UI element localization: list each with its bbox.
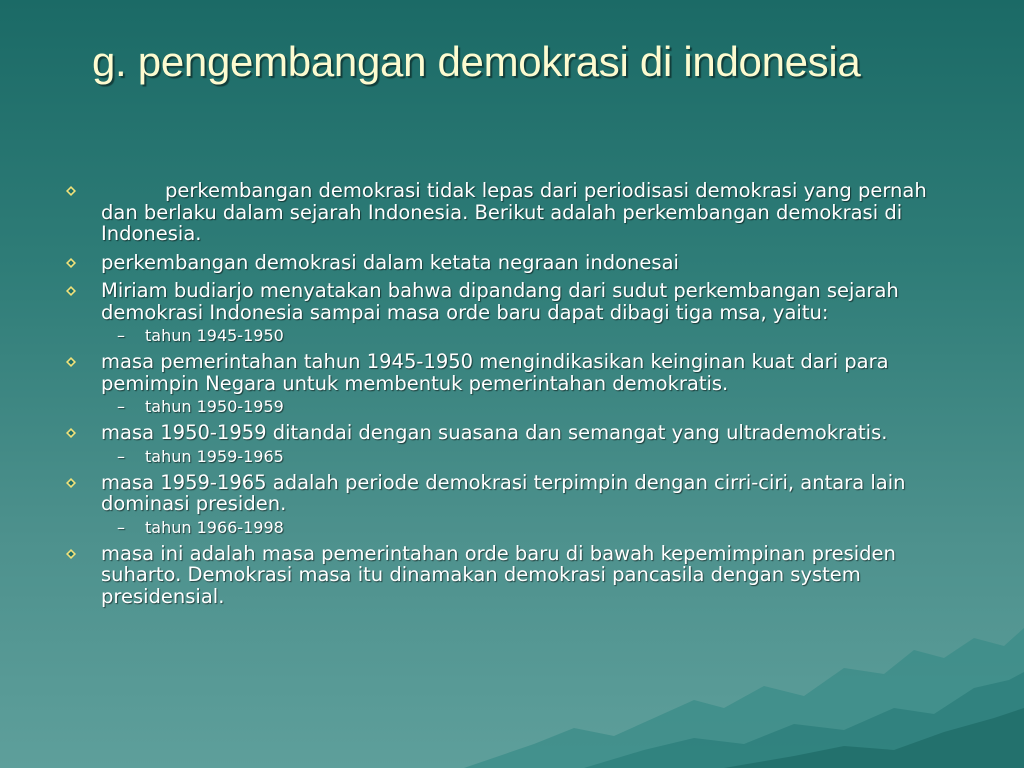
bullet-text: perkembangan demokrasi dalam ketata negraan indonesai bbox=[101, 250, 679, 274]
slide-title: g. pengembangan demokrasi di indonesia bbox=[92, 38, 861, 85]
sub-item bbox=[60, 447, 960, 466]
dash-marker: – bbox=[117, 446, 125, 466]
bullet-text: Miriam budiarjo menyatakan bahwa dipandang dari sudut perkembangan sejarah demokrasi Indonesia sampai masa orde baru dapat dibagi tiga msa, yaitu: bbox=[101, 279, 899, 324]
sub-item-text: tahun 1959-1965 bbox=[145, 446, 284, 466]
diamond-bullet-icon bbox=[66, 286, 76, 296]
diamond-bullet-icon bbox=[66, 428, 76, 438]
sub-item-text: tahun 1950-1959 bbox=[145, 397, 284, 416]
sub-item bbox=[60, 518, 960, 537]
bullet-item bbox=[60, 351, 960, 394]
dash-marker: – bbox=[117, 397, 125, 416]
sub-item-text: tahun 1945-1950 bbox=[145, 326, 284, 345]
diamond-bullet-icon bbox=[66, 478, 76, 488]
bullet-item bbox=[60, 280, 960, 323]
dash-marker: – bbox=[117, 326, 125, 345]
bullet-item bbox=[60, 422, 960, 444]
diamond-bullet-icon bbox=[66, 549, 76, 559]
dash-marker: – bbox=[117, 517, 125, 537]
bullet-item bbox=[60, 180, 960, 245]
sub-item-text: tahun 1966-1998 bbox=[145, 517, 284, 537]
diamond-bullet-icon bbox=[66, 258, 76, 268]
bullet-list bbox=[60, 180, 960, 614]
sub-item bbox=[60, 326, 960, 345]
bullet-item bbox=[60, 543, 960, 608]
sub-item bbox=[60, 397, 960, 416]
bullet-text: masa 1950-1959 ditandai dengan suasana dan semangat yang ultrademokratis. bbox=[101, 421, 888, 444]
bullet-item bbox=[60, 472, 960, 515]
diamond-bullet-icon bbox=[66, 357, 76, 367]
diamond-bullet-icon bbox=[66, 186, 76, 196]
bullet-text: masa pemerintahan tahun 1945-1950 mengindikasikan keinginan kuat dari para pemimpin Negara untuk membentuk pemerintahan demokratis. bbox=[101, 350, 889, 395]
bullet-text: masa ini adalah masa pemerintahan orde baru di bawah kepemimpinan presiden suharto. Demokrasi masa itu dinamakan demokrasi pancasila dengan system presidensial. bbox=[101, 541, 896, 608]
bullet-text: perkembangan demokrasi tidak lepas dari periodisasi demokrasi yang pernah dan berlaku dalam sejarah Indonesia. Berikut adalah perkembangan demokrasi di Indonesia. bbox=[101, 179, 927, 245]
bullet-text: masa 1959-1965 adalah periode demokrasi terpimpin dengan cirri-ciri, antara lain dominasi presiden. bbox=[101, 470, 906, 515]
bullet-item bbox=[60, 252, 960, 274]
